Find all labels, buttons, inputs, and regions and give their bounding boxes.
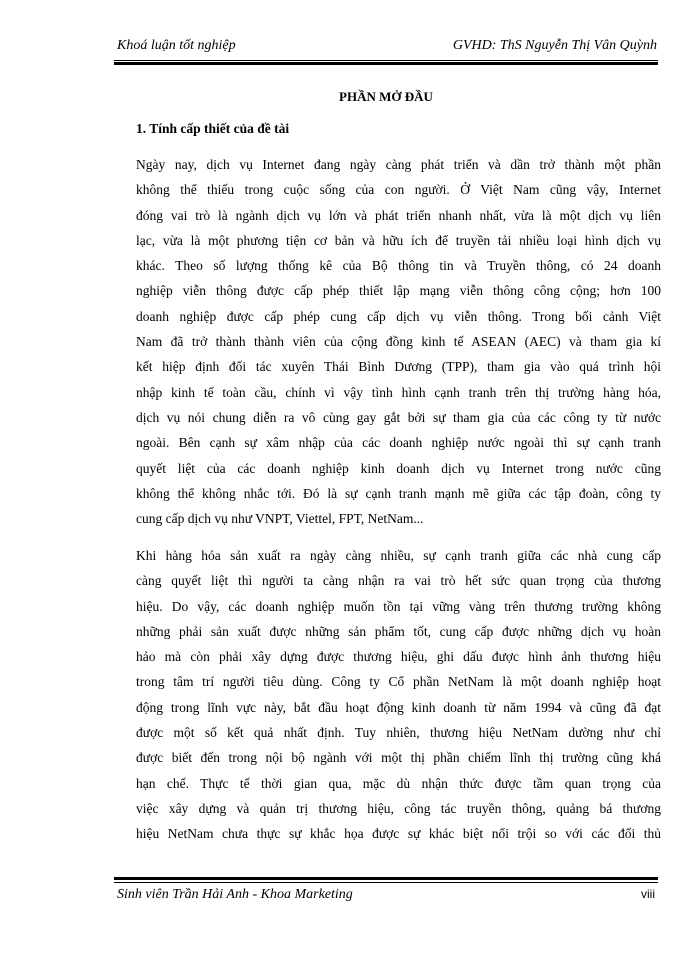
page-footer (117, 887, 655, 903)
paragraph-line: kết hiệp định đối tác xuyên Thái Bình Dương (TPP), tham gia vào quá trình hội (136, 359, 661, 375)
footer-divider-thick (114, 877, 658, 880)
header-right-text: GVHD: ThS Nguyễn Thị Vân Quỳnh (452, 38, 657, 53)
paragraph-line: lạc, vừa là một phương tiện cơ bản và hữu ích để truyền tải nhiều loại hình dịch vụ (136, 232, 661, 248)
paragraph-line: Khi hàng hóa sản xuất ra ngày càng nhiều, sự cạnh tranh giữa các nhà cung cấp (136, 548, 661, 563)
paragraph-2 (136, 543, 661, 847)
paragraph-line: động trong lĩnh vực này, bắt đầu hoạt động kinh doanh từ năm 1994 và cũng đã đạt (136, 699, 661, 715)
section-heading: 1. Tính cấp thiết của đề tài (136, 121, 290, 136)
paragraph-line: nghiệp viễn thông được cấp phép thiết lập mạng viễn thông công cộng; hơn 100 (136, 283, 661, 299)
paragraph-line: việc xây dựng và quản trị thương hiệu, công tác truyền thông, quảng bá thương (136, 800, 661, 816)
paragraph-line: hảo mà còn phải xây dựng được thương hiệu, ghi dấu được hình ảnh thương hiệu (136, 649, 661, 665)
paragraph-line: nhập kinh tế toàn cầu, chính vì vậy tình hình cạnh tranh trên thị trường hàng hóa, (136, 384, 661, 400)
paragraph-line: doanh nghiệp được cấp phép cung cấp dịch vụ viễn thông. Trong bối cảnh Việt (136, 308, 661, 324)
paragraph-line: Ngày nay, dịch vụ Internet đang ngày càng phát triển và dần trở thành một phần (136, 157, 661, 172)
paragraph-line: hiệu NetNam chưa thực sự khắc họa được sự khác biệt nổi trội so với các đối thủ (136, 826, 661, 842)
footer-left-text: Sinh viên Trần Hải Anh - Khoa Marketing (117, 887, 353, 902)
paragraph-line: đóng vai trò là ngành dịch vụ lớn và phát triển nhanh nhất, vừa là một dịch vụ liên (136, 207, 661, 223)
paragraph-line: càng quyết liệt thì người ta càng nhận ra vai trò hết sức quan trọng của thương (136, 573, 661, 589)
paragraph-line: không thể không nhắc tới. Đó là sự cạnh tranh mạnh mẽ giữa các tập đoàn, công ty (136, 485, 661, 501)
paragraph-line: trong tâm trí người tiêu dùng. Công ty Cổ phần NetNam là một doanh nghiệp hoạt (136, 674, 661, 690)
paragraph-line: cung cấp dịch vụ như VNPT, Viettel, FPT, NetNam... (136, 511, 424, 527)
paragraph-line: khác. Theo số lượng thống kê của Bộ thông tin và Truyền thông, có 24 doanh (136, 258, 661, 274)
page-title: PHẦN MỞ ĐẦU (339, 89, 433, 104)
page-header (117, 38, 657, 54)
page-number: viii (641, 887, 655, 901)
paragraph-1 (136, 152, 661, 531)
header-divider-thin (114, 60, 658, 61)
paragraph-line: dịch vụ nói chung diễn ra vô cùng gay gắt bởi sự tham gia của các công ty từ nước (136, 409, 661, 425)
paragraph-line: được một số kết quả nhất định. Tuy nhiên, thương hiệu NetNam dường như chỉ (136, 725, 661, 741)
paragraph-line: được biết đến trong nội bộ ngành với một thị phần chiếm lĩnh thị trường cũng khá (136, 750, 661, 766)
paragraph-line: không thể thiếu trong cuộc sống của con người. Ở Việt Nam cũng vậy, Internet (136, 182, 661, 198)
paragraph-line: hiệu. Do vậy, các doanh nghiệp muốn tồn tại vững vàng trên thương trường không (136, 598, 661, 614)
header-divider-thick (114, 62, 658, 65)
header-left-text: Khoá luận tốt nghiệp (117, 38, 236, 53)
footer-divider-thin (114, 882, 658, 883)
paragraph-line: quyết liệt của các doanh nghiệp kinh doanh dịch vụ Internet trong nước cũng (136, 460, 661, 476)
paragraph-line: hạn chế. Thực tế thời gian qua, mặc dù nhận thức được tầm quan trọng của (136, 775, 661, 791)
paragraph-line: Nam đã trở thành thành viên của cộng đồng kinh tế ASEAN (AEC) và tham gia kí (136, 334, 661, 350)
paragraph-line: ngoài. Bên cạnh sự xâm nhập của các doanh nghiệp nước ngoài thì sự cạnh tranh (136, 435, 661, 451)
paragraph-line: những phải sản xuất được những sản phẩm tốt, cung cấp được những dịch vụ hoàn (136, 623, 661, 639)
